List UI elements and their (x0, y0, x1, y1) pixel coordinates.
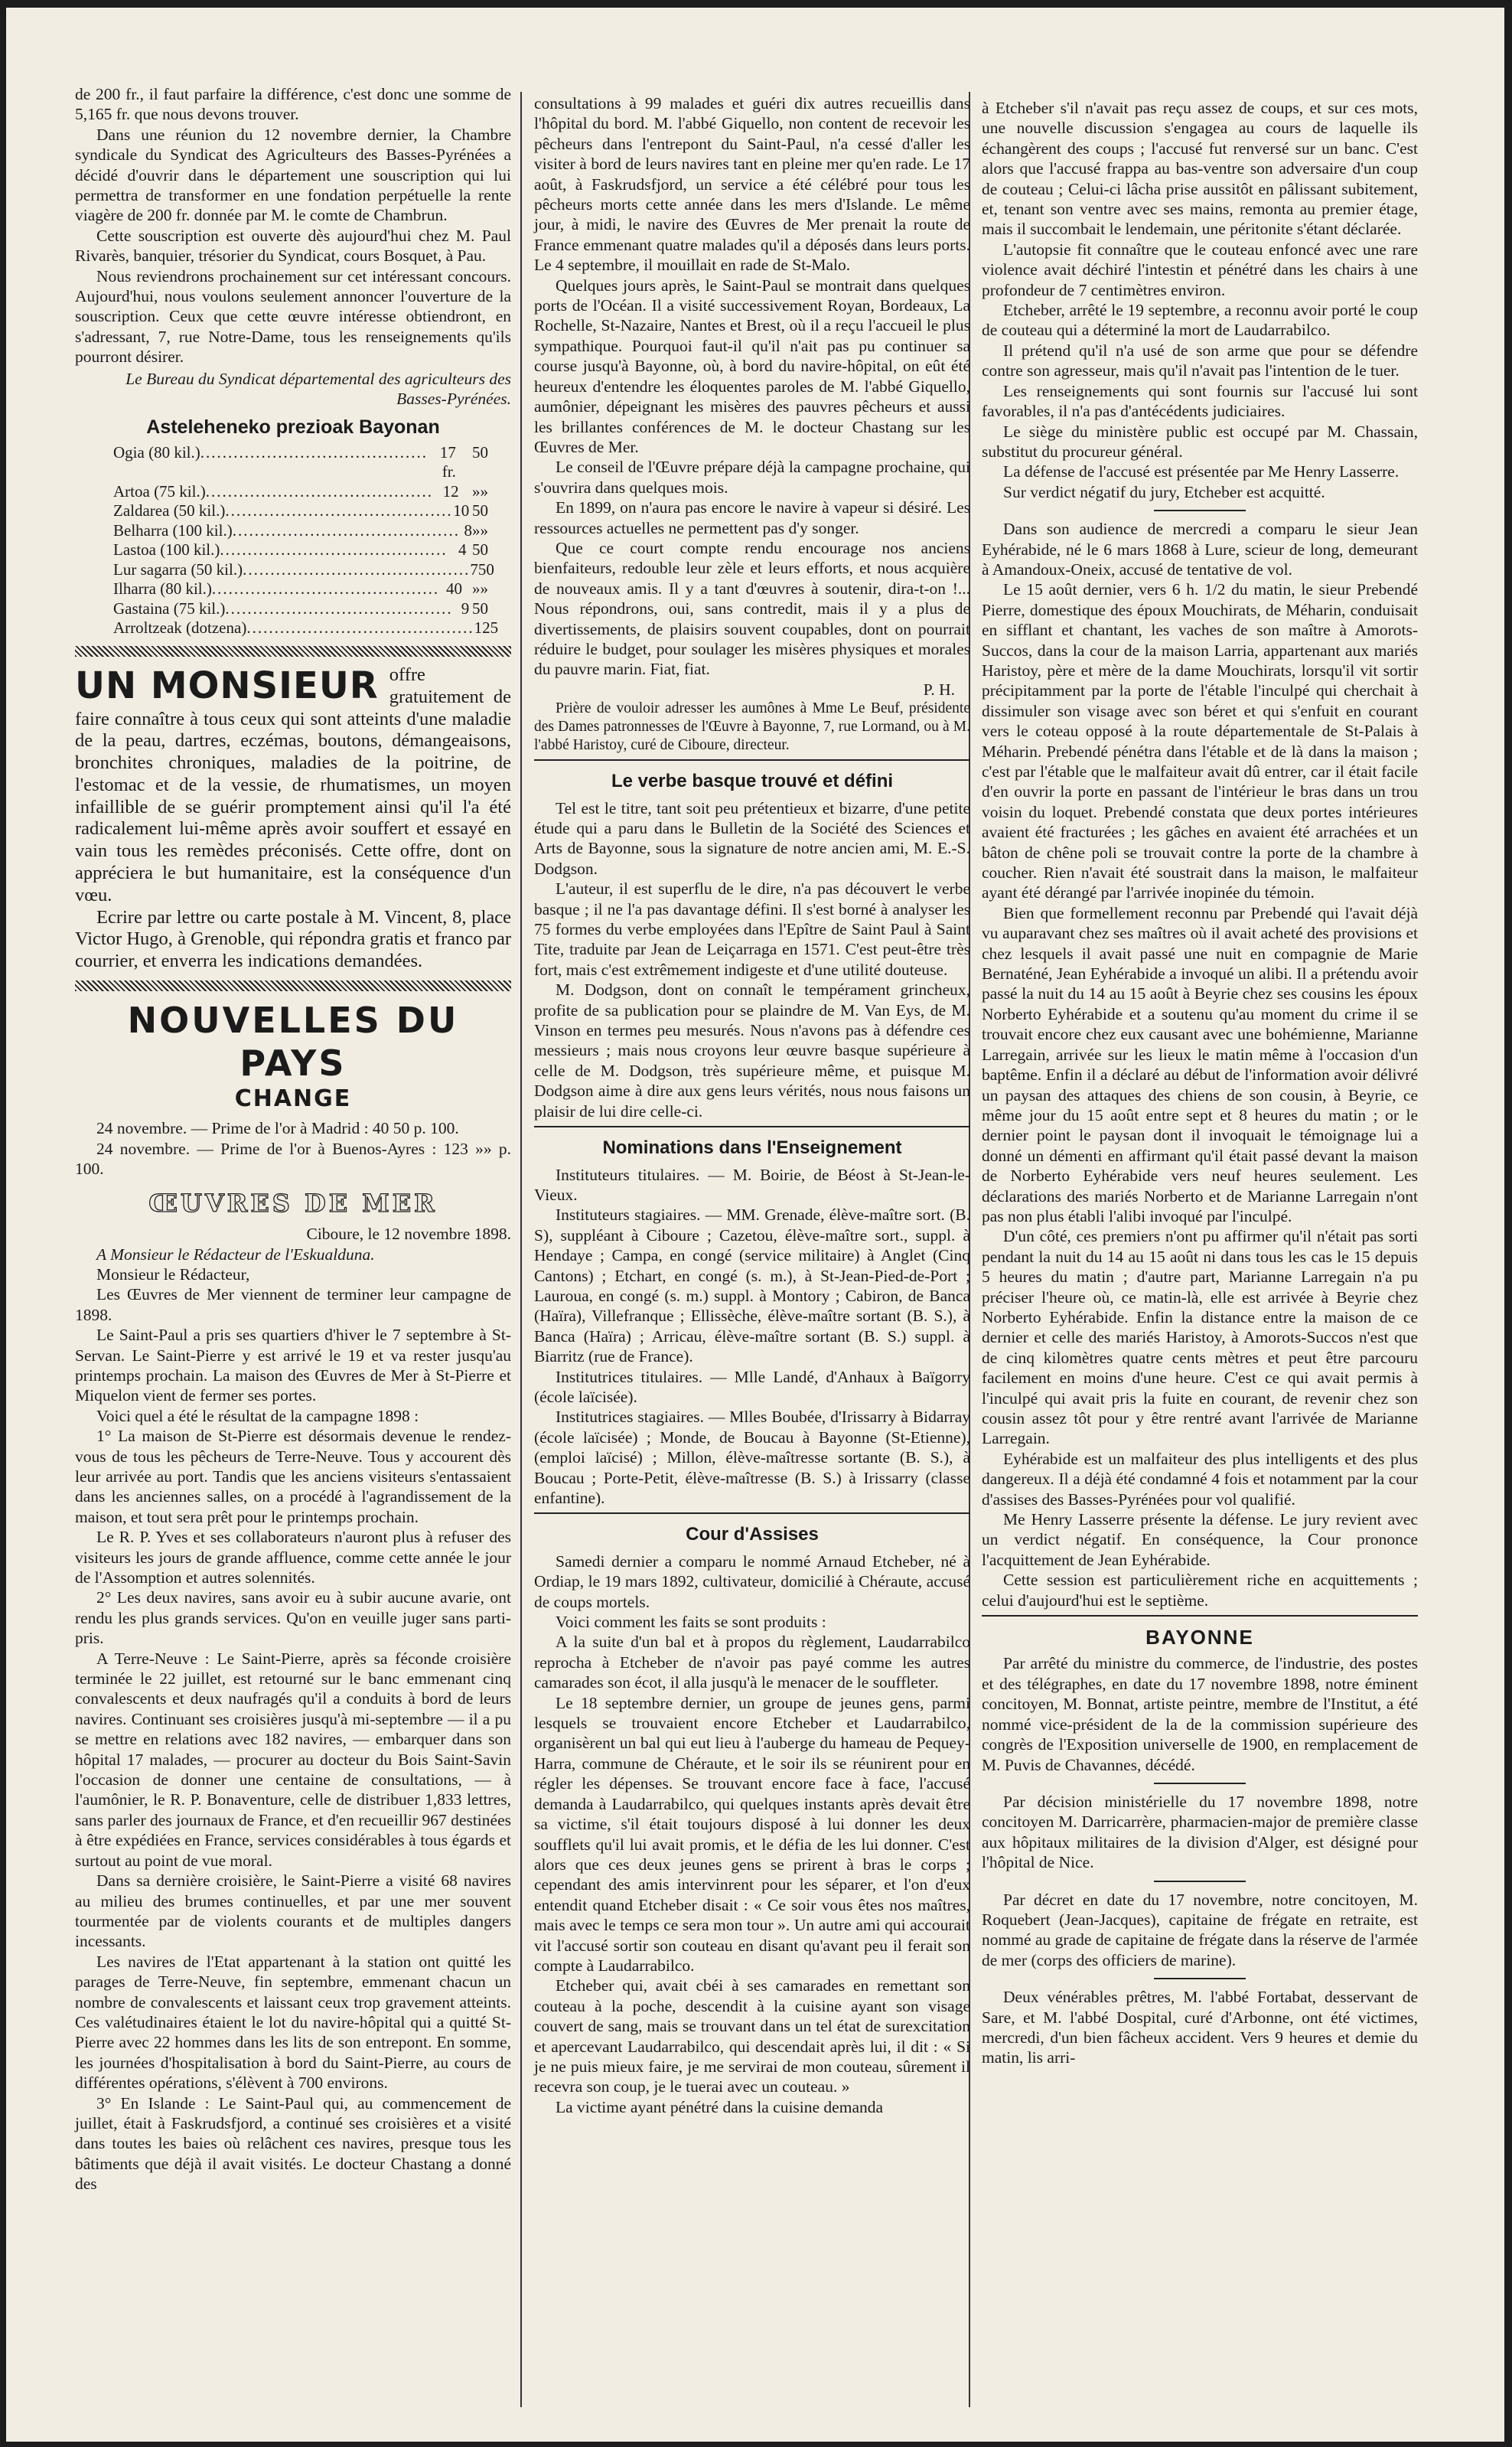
separator-short (1154, 1783, 1246, 1784)
nominations-title: Nominations dans l'Enseignement (602, 1137, 902, 1159)
nominations-para: Instituteurs titulaires. — M. Boirie, de Béost à St-Jean-le-Vieux. (534, 1165, 970, 1204)
assises-cont-para: à Etcheber s'il n'avait pas reçu assez de coups, et sur ces mots, une nouvelle discussion s'engagea au cours de laquelle ils échangèrent des coups ; l'accusé fut renversé sur un banc. C'est alors que l'accusé frappa au bas-ventre son adversaire d'un coup de couteau ; Celui-ci lâcha prise aussitôt en pâlissant subitement, et, tenant son ventre avec ses mains, remonta au premier étage, mais il succombait le lendemain, une péritonite s'étant déclarée. (982, 99, 1418, 239)
bayonne-para: Par décret en date du 17 novembre, notre concitoyen, M. Roquebert (Jean-Jacques), capitaine de frégate en retraite, est nommé au grade de capitaine de frégate dans la réserve de l'armée de mer (corps des officiers de marine). (982, 1890, 1418, 1969)
assises-cont-para: Me Henry Lasserre présente la défense. Le jury revient avec un verdict négatif. En conséquence, la Cour prononce l'acquittement de Jean Eyhérabide. (982, 1510, 1418, 1569)
oeuvres-cont-para: Quelques jours après, le Saint-Paul se montrait dans quelques ports de l'Océan. Il a visité successivement Royan, Bordeaux, La Rochelle, St-Nazaire, Nantes et Brest, où il a reçu l'accueil le plus sympathique. Pourquoi faut-il qu'il n'ait pas pu continuer sa course jusqu'à Bayonne, où, à bord du navire-hôpital, on eût été heureux d'entendre les éloquentes paroles de M. l'abbé Giquello, aumônier, dépeignant les misères des pauvres pêcheurs et aussi les brillantes conférences de M. le docteur Chastang sur les Œuvres de Mer. (534, 276, 970, 456)
oeuvres-signature: P. H. (923, 680, 955, 699)
nominations-para: Institutrices titulaires. — Mlle Landé, d'Anhaux à Baïgorry (école laïcisée). (534, 1367, 970, 1406)
newspaper-page (6, 8, 1504, 2442)
verbe-para: M. Dodgson, dont on connaît le tempérament grincheux, profite de sa publication pour se plaindre de M. Van Eys, de M. Vinson en termes peu mesurés. Nous n'avons pas à défendre ces messieurs ; mais nous croyons leur œuvre basque supérieure à celle de M. Dodgson, très supérieure même, et puisque M. Dodgson aime à dire aux gens leurs vérités, nous nous faisons un plaisir de lui dire celle-ci. (534, 980, 970, 1121)
intro-para: de 200 fr., il faut parfaire la différence, c'est donc une somme de 5,165 fr. que nous devons trouver. (75, 85, 511, 124)
assises-cont-para: D'un côté, ces premiers n'ont pu affirmer qu'il n'était pas sorti pendant la nuit du 14 au 15 août ni dans tous les cas le 15 depuis 5 heures du matin ; d'autre part, Marianne Larregain n'a pu préciser l'heure où, ce matin-là, elle est arrivée à Beyrie chez Norberto Eyhérabide. Enfin la distance entre la maison de ce dernier et celle des mariés Haristoy, à Amorots-Succos n'est que de cinq kilomètres quatre cents mètres et peut être parcouru facilement en moins d'une heure. C'est ce qui avait permis à l'inculpé qui avait pris la fuite en courant, de revenir chez son cousin assez tôt pour y être rentré avant l'arrivée de Marianne Larregain. (982, 1227, 1418, 1448)
separator-line (982, 1615, 1418, 1617)
oeuvres-title: ŒUVRES DE MER (148, 1188, 438, 1218)
price-row: Arroltzeak (dotzena) ......................................... 1 25 (113, 618, 499, 638)
verbe-para: L'auteur, il est superflu de le dire, n'a pas découvert le verbe basque ; il ne l'a pas davantage défini. Il s'est borné à analyser les 75 formes du verbe employées dans l'Epître de Saint Paul à Saint Tite, traduite par Jean de Leiçarraga en 1571. C'est peut-être très fort, mais c'est extrêmement indigeste et d'une utilité douteuse. (534, 879, 970, 979)
oeuvres-para: Dans sa dernière croisière, le Saint-Pierre a visité 68 navires au milieu des brumes continuelles, et par une mer souvent tourmentée par de violents courants et de multiples dangers incessants. (75, 1871, 511, 1951)
oeuvres-cont-para: En 1899, on n'aura pas encore le navire à vapeur si désiré. Les ressources actuelles ne permettent pas d'y songer. (534, 498, 970, 537)
oeuvres-salutation: Monsieur le Rédacteur, (96, 1264, 250, 1284)
separator-line (534, 759, 970, 761)
oeuvres-para: A Terre-Neuve : Le Saint-Pierre, après sa féconde croisière terminée le 22 juillet, est retourné sur le banc emmenant cinq convalescents et deux naufragés qu'il a conduits à bord de leurs navires. Continuant ses croisières jusqu'à mi-septembre — il a pu se mettre en relations avec 182 navires, — embarquer dans son hôpital 17 malades, — procurer au docteur du Bois Saint-Savin l'occasion de donner une centaine de consultations, — à l'aumônier, le R. P. Bonaventure, celle de distribuer 1,833 lettres, sans parler des journaux de France, et d'en recueillir 967 destinées à être expédiées en France, services considérables à tous égards et surtout au point de vue moral. (75, 1649, 511, 1870)
oeuvres-para: 1° La maison de St-Pierre est désormais devenue le rendez-vous de tous les pêcheurs de Terre-Neuve. Tous y accourent dès leur arrivée au port. Tandis que les anciens visiteurs s'entassaient dans les anciennes salles, on a procédé à l'agrandissement de la maison, et tout sera prêt pour le printemps prochain. (75, 1427, 511, 1526)
separator-short (1154, 1978, 1246, 1979)
oeuvres-para: Voici quel a été le résultat de la campagne 1898 : (96, 1406, 419, 1425)
price-row: Lastoa (100 kil.) ......................................... 4 50 (113, 540, 488, 560)
oeuvres-note: Prière de vouloir adresser les aumônes à Mme Le Beuf, présidente des Dames patronnesses de l'Œuvre à Bayonne, 7, rue Lormand, ou à M. l'abbé Haristoy, curé de Ciboure, directeur. (534, 700, 970, 754)
advertisement (75, 664, 511, 973)
column-3 (982, 98, 1418, 2417)
oeuvres-para: Le Saint-Paul a pris ses quartiers d'hiver le 7 septembre à St-Servan. Le Saint-Pierre y est arrivé le 19 et va rester jusqu'au printemps prochain. La maison des Œuvres de Mer à St-Pierre et Miquelon vient de fermer ses portes. (75, 1326, 511, 1405)
prices-table (75, 443, 511, 638)
assises-para: Etcheber qui, avait cbéi à ses camarades en remettant son couteau à la poche, descendit à la cuisine ayant son visage couvert de sang, mais se trouvant dans un tel état de surexcitation et apercevant Laudarrabilco, qui descendait après lui, il dit : « Si je ne puis mieux faire, je me servirai de mon couteau, sûrement il recevra son coup, je le tuerai avec un couteau. » (534, 1976, 970, 2096)
intro-para: Cette souscription est ouverte dès aujourd'hui chez M. Paul Rivarès, banquier, trésorier du Syndicat, cours Bosquet, à Pau. (75, 226, 511, 266)
column-rule-1 (520, 92, 522, 2407)
ad-headline: UN MONSIEUR (75, 664, 379, 707)
assises-cont-para: Les renseignements qui sont fournis sur l'accusé lui sont favorables, il n'a pas d'antécédents judiciaires. (982, 381, 1418, 421)
price-row: Ilharra (80 kil.) ......................................... 40 »» (113, 579, 488, 599)
oeuvres-cont-para: consultations à 99 malades et guéri dix autres recueillis dans l'hôpital du bord. M. l'abbé Giquello, non content de recevoir les pêcheurs dans l'entrepont du Saint-Paul, n'a cessé d'aller les visiter à bord de leurs navires tant en pleine mer qu'en rade. Le 17 août, à Faskrudsfjord, un service a été célébré pour tous les pêcheurs morts cette année dans les mers d'Islande. Le même jour, à midi, le navire des Œuvres de Mer prenait la route de France emmenant quatre malades qu'il a déposés dans leurs ports. Le 4 septembre, il mouillait en rade de St-Malo. (534, 94, 970, 275)
intro-signature: Le Bureau du Syndicat départemental des agriculteurs des Basses-Pyrénées. (125, 369, 511, 409)
bayonne-title: BAYONNE (1145, 1626, 1254, 1649)
verbe-para: Tel est le titre, tant soit peu prétentieux et bizarre, d'une petite étude qui a paru dans le Bulletin de la Société des Sciences et Arts de Bayonne, sous la signature de notre ancien ami, M. E.-S. Dodgson. (534, 798, 970, 878)
intro-para: Dans une réunion du 12 novembre dernier, la Chambre syndicale du Syndicat des Agriculteurs des Basses-Pyrénées a décidé d'ouvrir dans le département une souscription qui lui permettra de transformer en une fondation perpétuelle la rente viagère de 200 fr. donnée par M. le comte de Chambrun. (75, 125, 511, 225)
bayonne-para: Par arrêté du ministre du commerce, de l'industrie, des postes et des télégraphes, en date du 17 novembre 1898, notre éminent concitoyen, M. Bonnat, artiste peintre, membre de l'Institut, a été nommé vice-président de la de la commission supérieure des congrès de l'Exposition universelle de 1900, en remplacement de M. Puvis de Chavannes, décédé. (982, 1654, 1418, 1774)
column-1 (75, 84, 511, 2342)
separator-line (534, 1512, 970, 1514)
change-line: 24 novembre. — Prime de l'or à Buenos-Ayres : 123 »» p. 100. (75, 1139, 511, 1179)
oeuvres-address: A Monsieur le Rédacteur de l'Eskualduna. (96, 1245, 375, 1264)
oeuvres-cont-para: Que ce court compte rendu encourage nos anciens bienfaiteurs, redouble leur zèle et leurs efforts, et nous acquière de nouveaux amis. Il y a tant d'œuvres à soutenir, dira-t-on !... Nous répondrons, oui, sans contredit, mais il y a plus de divertissements, de plaisirs souvent coupables, dont on pourrait réduire le budget, pour soulager les misères physiques et morales du pauvre marin. Fiat, fiat. (534, 538, 970, 679)
assises-cont-para: Etcheber, arrêté le 19 septembre, a reconnu avoir porté le coup de couteau qui a déterminé la mort de Laudarrabilco. (982, 301, 1418, 340)
separator-hatch (75, 646, 511, 657)
nominations-para: Instituteurs stagiaires. — MM. Grenade, élève-maître sort. (B. S), suppléant à Ciboure ; Cazetou, élève-maître sort., suppl. à Hendaye ; Campa, en congé (service militaire) à Anglet (Cinq Cantons) ; Etchart, en congé (s. m.), à St-Jean-Pied-de-Port ; Lauroua, en congé (s. m.) suppl. à Montory ; Cabiron, de Banca (Haïra), Villefranque ; Ellissèche, élève-maître sortant (B. S.), à Banca (Haïra) ; Arricau, élève-maître sortant (B. S.) suppl. à Biarritz (rue de France). (534, 1206, 970, 1366)
oeuvres-para: 3° En Islande : Le Saint-Paul qui, au commencement de juillet, était à Faskrudsfjord, a continué ses croisières et a visité dans toutes les baies où relâchent ces navires, presque tous les bâtiments que déjà il avait visités. Le docteur Chastang a donné des (75, 2093, 511, 2194)
price-row: Artoa (75 kil.) ......................................... 12 »» (113, 481, 488, 501)
assises-cont-para: Il prétend qu'il n'a usé de son arme que pour se défendre contre son agresseur, mais qu'il n'avait pas l'intention de le tuer. (982, 341, 1418, 380)
assises-cont-para: La défense de l'accusé est présentée par Me Henry Lasserre. (1003, 462, 1400, 481)
price-row: Ogia (80 kil.) ......................................... 17 fr. 50 (113, 442, 488, 481)
assises-cont-para: Le siège du ministère public est occupé par M. Chassain, substitut du procureur général. (982, 422, 1418, 461)
ad-text: offre gratuitement de faire connaître à tous ceux qui sont atteints d'une maladie de la peau, dartres, eczémas, boutons, démangeaisons, bronchites chroniques, maladies de la poitrine, de l'estomac et de la vessie, de rhumatismes, un moyen infaillible de se guérir promptement ainsi qu'il l'a été radicalement lui-même après avoir souffert et essayé en vain tous les remèdes préconisés. Cette offre, dont on appréciera le but humanitaire, est la conséquence d'un vœu. (75, 664, 511, 905)
oeuvres-para: Les Œuvres de Mer viennent de terminer leur campagne de 1898. (75, 1285, 511, 1324)
assises-para: Samedi dernier a comparu le nommé Arnaud Etcheber, né à Ordiap, le 19 mars 1892, cultivateur, domicilié à Chéraute, accusé de coups mortels. (534, 1551, 970, 1611)
bayonne-para: Deux vénérables prêtres, M. l'abbé Fortabat, desservant de Sare, et M. l'abbé Dospital, curé d'Arbonne, ont été victimes, mercredi, d'un bien fâcheux accident. Vers 9 heures et demie du matin, lis arri- (982, 1988, 1418, 2067)
assises-para: La victime ayant pénétré dans la cuisine demanda (556, 2097, 884, 2116)
assises-para: Le 18 septembre dernier, un groupe de jeunes gens, parmi lesquels se trouvaient encore Etcheber et Laudarrabilco, organisèrent un bal qui eut lieu à l'auberge du hameau de Pequey-Harra, commune de Chéraute, et le soir ils se réunirent pour en régler les dépenses. Se trouvant encore face à face, l'accusé demanda à Laudarrabilco, qui quelques instants après devait être sa victime, s'il était toujours disposé à lui donner les deux soufflets qu'il lui avait promis, et le défia de les lui donner. C'est alors que ces deux jeunes gens se prirent à bras le corps ; cependant des amis intervinrent pour les séparer, et l'on d'eux entendit quand Etcheber disait : « Ce soir vous êtes nos maîtres, mais avec le temps ce sera mon tour ». Un autre ami qui accourait vit l'accusé sortir son couteau en disant qu'avant peu il ferait son compte à Laudarrabilco. (534, 1693, 970, 1975)
price-row: Gastaina (75 kil.) ......................................... 9 50 (113, 599, 488, 618)
change-line: 24 novembre. — Prime de l'or à Madrid : 40 50 p. 100. (96, 1119, 459, 1138)
separator-line (534, 1126, 970, 1127)
separator-short (1154, 510, 1246, 511)
price-row: Lur sagarra (50 kil.) ......................................... 7 50 (113, 560, 494, 579)
nouvelles-title: NOUVELLES DU PAYS (127, 1000, 459, 1085)
assises-cont-para: Eyhérabide est un malfaiteur des plus intelligents et des plus dangereux. Il a déjà été condamné 4 fois et notamment par la cour d'assises des Basses-Pyrénées pour vol qualifié. (982, 1449, 1418, 1509)
change-title: CHANGE (234, 1085, 352, 1113)
assises-cont-para: L'autopsie fit connaître que le couteau enfoncé avec une rare violence avait déchiré l'intestin et pénétré dans les chairs à une profondeur de 7 centimètres environ. (982, 240, 1418, 299)
prices-title: Asteleheneko prezioak Bayonan (146, 416, 440, 438)
verbe-title: Le verbe basque trouvé et défini (611, 771, 894, 792)
ad-text: Ecrire par lettre ou carte postale à M. Vincent, 8, place Victor Hugo, à Grenoble, qui répondra gratis et franco par courrier, et enverra les indications demandées. (75, 906, 511, 972)
assises-cont-para: Bien que formellement reconnu par Prebendé qui l'avait déjà vu auparavant chez ses maîtres où il avait acheté des provisions et chez lesquels il avait passé une nuit en compagnie de Marie Bernaténé, Jean Eyhérabide a invoqué un alibi. Il a prétendu avoir passé la nuit du 14 au 15 août à Beyrie chez ses cousins les époux Norberto Eyhérabide et a soutenu qu'au moment du crime il se trouvait encore chez eux causant avec une bohémienne, Marianne Larregain, arrivée sur les lieux le matin même à l'occasion d'un baptême. Enfin il a déclaré au début de l'information avoir délivré un paysan des attaques des chiens de son cousin, à Beyrie, ce même jour du 15 août entre sept et 8 heures du matin ; or le dernier point le paysan dont il invoquait le témoignage lui a donné un démenti en affirmant qu'il était passé devant la maison de Norberto Eyhérabide vers neuf heures seulement. Les déclarations des mariés Norberto et de Marianne Larregain n'ont pas non plus établi l'alibi invoqué par l'inculpé. (982, 903, 1418, 1225)
assises-cont-para: Le 15 août dernier, vers 6 h. 1/2 du matin, le sieur Prebendé Pierre, domestique des époux Mouchirats, de Méharin, conduisait en sifflant et chantant, les vaches de son maître à Amorots-Succos, dans la cour de la maison Larria, appartenant aux mariés Haristoy, père et mère de la dame Mouchirats, lorsqu'il vit sortir précipitamment par la porte de l'étable l'inculpé qui cherchait à dissimuler son visage avec son béret et qui s'enfuit en courant vers le coteau opposé à la route départementale de St-Palais à Méharin. Prebendé pénétra dans l'étable et de là dans la maison ; c'est par l'étable que le malfaiteur avait dû entrer, car il était facile d'en ouvrir la porte en passant de l'intérieur le bras dans un trou voisin du loquet. Prebendé constata que deux portes intérieures avaient été fracturées ; les gâches en avaient été arrachées et un bâton de chêne poli se trouvait contre la porte de la chambre à coucher. Rien n'avait été soustrait dans la maison, le malfaiteur ayant été dérangé par l'arrivée inopinée du témoin. (982, 580, 1418, 902)
assises-cont-para: Dans son audience de mercredi a comparu le sieur Jean Eyhérabide, né le 6 mars 1868 à Lure, scieur de long, demeurant à Amandoux-Oneix, accusé de tentative de vol. (982, 520, 1418, 579)
separator-hatch (75, 980, 511, 991)
intro-para: Nous reviendrons prochainement sur cet intéressant concours. Aujourd'hui, nous voulons seulement annoncer l'ouverture de la souscription. Ceux que cette œuvre intéresse obtiendront, en s'adressant, 7, rue Notre-Dame, tous les renseignements qu'ils pourront désirer. (75, 266, 511, 367)
oeuvres-para: Le R. P. Yves et ses collaborateurs n'auront plus à refuser des visiteurs les jours de grande affluence, comme cette année le jour de l'Assomption et autres solennités. (75, 1528, 511, 1587)
nominations-para: Institutrices stagiaires. — Mlles Boubée, d'Irissarry à Bidarray (école laïcisée) ; Monde, de Boucau à Bayonne (St-Etienne), (emploi laïcisé) ; Millon, élève-maîtresse sortante (B. S.), à Boucau ; Porte-Petit, élève-maîtresse (B. S.) à Irissarry (classe enfantine). (534, 1408, 970, 1507)
separator-short (1154, 1881, 1246, 1882)
oeuvres-para: 2° Les deux navires, sans avoir eu à subir aucune avarie, ont rendu les plus grands services. Qu'on en veuille juger sans parti-pris. (75, 1588, 511, 1648)
assises-title: Cour d'Assises (686, 1524, 819, 1545)
price-row: Belharra (100 kil.) ......................................... 8 »» (113, 520, 488, 540)
price-row: Zaldarea (50 kil.) ......................................... 10 50 (113, 501, 488, 520)
oeuvres-para: Les navires de l'Etat appartenant à la station ont quitté les parages de Terre-Neuve, fin septembre, emmenant chacun un nombre de convalescents et laissant ceux trop gravement atteints. Ces valétudinaires étaient le lot du navire-hôpital qui a quitté St-Pierre avec 22 hommes dans les lits de son entrepont. En somme, les journées d'hospitalisation à bord du Saint-Pierre, au cours de différentes opérations, s'élèvent à 700 environs. (75, 1952, 511, 2093)
bayonne-para: Par décision ministérielle du 17 novembre 1898, notre concitoyen M. Darricarrère, pharmacien-major de première classe aux hôpitaux militaires de la division d'Alger, est désigné pour l'hôpital de Nice. (982, 1792, 1418, 1872)
oeuvres-cont-para: Le conseil de l'Œuvre prépare déjà la campagne prochaine, qui s'ouvrira dans quelques mois. (534, 458, 970, 497)
assises-para: Voici comment les faits se sont produits : (556, 1613, 826, 1632)
column-2 (534, 93, 970, 2413)
assises-para: A la suite d'un bal et à propos du règlement, Laudarrabilco reprocha à Etcheber de n'avoir pas payé comme les autres camarades son écot, il alla jusqu'à le menacer de le souffleter. (534, 1633, 970, 1692)
assises-cont-para: Sur verdict négatif du jury, Etcheber est acquitté. (1003, 482, 1325, 501)
oeuvres-dateline: Ciboure, le 12 novembre 1898. (306, 1225, 511, 1244)
assises-cont-para: Cette session est particulièrement riche en acquittements ; celui d'aujourd'hui est le septième. (982, 1571, 1418, 1610)
